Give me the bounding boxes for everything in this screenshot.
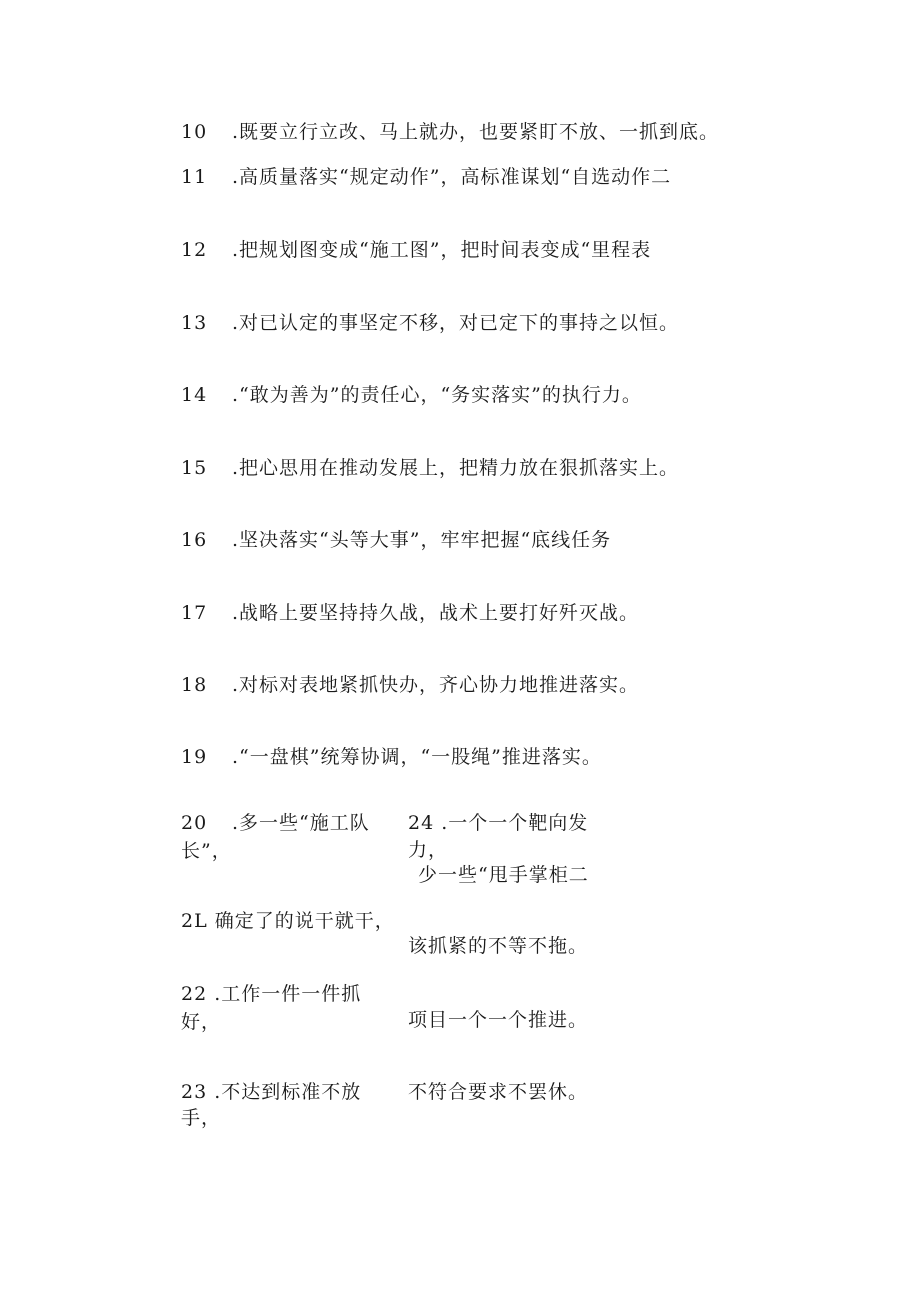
- line-number-18: 18: [181, 674, 208, 696]
- line-text-17: .战略上要坚持持久战，战术上要打好歼灭战。: [232, 602, 640, 624]
- line-number-10: 10: [181, 121, 208, 143]
- line-number-14: 14: [181, 384, 208, 406]
- right-text-22: 项目一个一个推进。: [408, 1009, 589, 1031]
- line-number-17: 17: [181, 602, 208, 624]
- line-text-23b: 手，: [181, 1107, 222, 1129]
- line-text-24a: 24 .一个一个靶向发: [408, 812, 589, 834]
- line-text-22b: 好，: [181, 1011, 222, 1033]
- line-text-23a: 23 .不达到标准不放: [181, 1081, 362, 1103]
- line-text-14: .“敢为善为”的责任心，“务实落实”的执行力。: [232, 384, 642, 406]
- line-number-20: 20: [181, 812, 208, 834]
- line-text-18: .对标对表地紧抓快办，齐心协力地推进落实。: [232, 674, 640, 696]
- line-text-22a: 22 .工作一件一件抓: [181, 983, 362, 1005]
- right-text-21: 该抓紧的不等不拖。: [408, 935, 589, 957]
- line-text-24b: 力，: [408, 839, 449, 861]
- line-text-10: .既要立行立改、马上就办，也要紧盯不放、一抓到底。: [232, 121, 720, 143]
- line-number-16: 16: [181, 529, 208, 551]
- line-number-15: 15: [181, 457, 208, 479]
- line-text-12: .把规划图变成“施工图”，把时间表变成“里程表: [232, 239, 652, 261]
- right-text-20: 少一些“甩手掌柜二: [418, 864, 589, 886]
- line-text-19: .“一盘棋”统筹协调，“一股绳”推进落实。: [232, 746, 602, 768]
- line-text-15: .把心思用在推动发展上，把精力放在狠抓落实上。: [232, 457, 680, 479]
- line-number-19: 19: [181, 746, 208, 768]
- line-text-13: .对已认定的事坚定不移，对已定下的事持之以恒。: [232, 312, 680, 334]
- line-text-11: .高质量落实“规定动作”，高标准谋划“自选动作二: [232, 166, 672, 188]
- line-text-20b: 长”，: [181, 840, 232, 862]
- line-text-21: 2L 确定了的说干就干，: [181, 910, 395, 932]
- right-text-23: 不符合要求不罢休。: [408, 1081, 589, 1103]
- line-text-20a: .多一些“施工队: [232, 812, 370, 834]
- line-number-12: 12: [181, 239, 208, 261]
- line-number-13: 13: [181, 312, 208, 334]
- line-number-11: 11: [181, 166, 208, 188]
- line-text-16: .坚决落实“头等大事”，牢牢把握“底线任务: [232, 529, 612, 551]
